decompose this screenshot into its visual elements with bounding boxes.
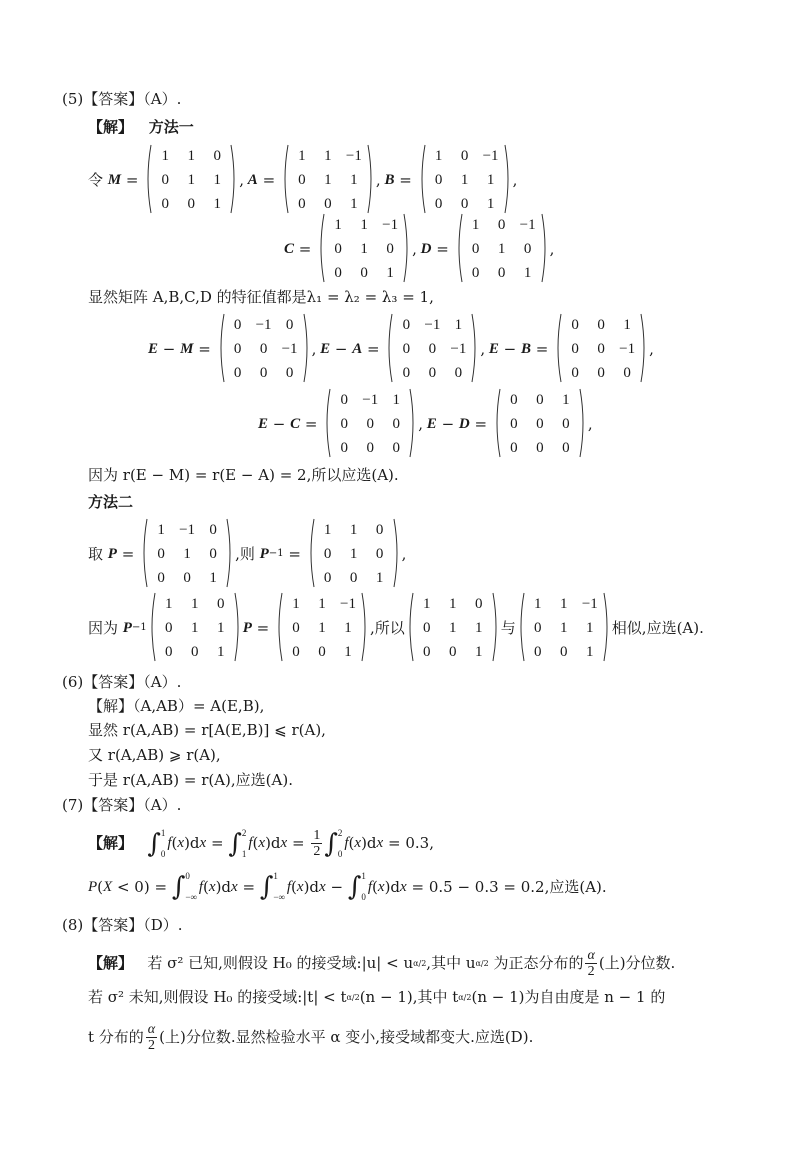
matrix-cell: 1 <box>183 545 191 562</box>
matrix-cell: 0 <box>157 545 165 562</box>
matrix-P-definition: 取 P = 1 −1 0 0 1 0 0 0 1 ,则 P −1 = 1 1 0 0 1 0 0 0 1 , <box>88 518 406 590</box>
q7-jie-label: 【解】 <box>88 834 134 853</box>
matrix-cell: 1 <box>187 171 195 188</box>
q8-answer-heading: (8)【答案】（D）. <box>62 916 183 934</box>
q6-step-2: 显然 r(A,AB) = r[A(E,B)] ⩽ r(A), <box>88 721 326 739</box>
matrix-cell: 0 <box>402 340 411 357</box>
matrix-cell: 0 <box>428 340 437 357</box>
matrix-cell: 0 <box>360 264 368 281</box>
eigenvalue-statement: 显然矩阵 A,B,C,D 的特征值都是λ₁ = λ₂ = λ₃ = 1, <box>88 288 434 306</box>
matrix-cell: 0 <box>334 264 342 281</box>
matrix-cell: 0 <box>285 364 294 381</box>
matrix-M <box>145 144 237 216</box>
matrix-grid <box>148 518 226 590</box>
method-two-label: 方法二 <box>88 493 134 511</box>
matrix-cell: 1 <box>334 216 342 233</box>
matrix-cell: 1 <box>486 195 495 212</box>
matrix-E-minus-A <box>386 313 478 385</box>
q7-eq1-result: = 0.3, <box>388 834 434 853</box>
left-paren <box>407 592 414 662</box>
matrix-E-minus-D <box>494 388 586 460</box>
left-paren <box>276 592 283 662</box>
matrix-cell: 1 <box>318 595 326 612</box>
matrix-cell: 0 <box>187 195 195 212</box>
matrix-cell: 0 <box>375 521 384 538</box>
matrix-cell: 1 <box>386 264 394 281</box>
matrix-cell: 0 <box>454 364 463 381</box>
matrix-cell: 1 <box>344 643 352 660</box>
one-half-fraction: $\frac{1}{2}$ <box>313 828 321 860</box>
matrix-cell: 0 <box>623 364 631 381</box>
matrix-cell: 0 <box>597 364 605 381</box>
matrix-cell: 1 <box>562 391 570 408</box>
q8-paragraph-line-1: 【解】 若 σ² 已知,则假设 H₀ 的接受域:|u| < u α/2 ,其中 u α/2 为正态分布的 $\frac{\alpha}{2}$ (上)分位数. <box>88 948 676 980</box>
matrix-cell: 1 <box>187 147 195 164</box>
matrix-cell: 0 <box>571 316 579 333</box>
q6-step-1: 【解】（A,AB）= A(E,B), <box>88 697 265 715</box>
matrix-grid <box>152 144 230 216</box>
matrix-A-similar <box>518 592 610 664</box>
matrix-cell: 1 <box>298 147 306 164</box>
matrix-cell: 0 <box>402 364 411 381</box>
matrix-cell: 1 <box>497 240 506 257</box>
matrix-definition-line-1: 令 M = 1 1 0 0 1 1 0 0 1 , A = 1 1 −1 0 1 1 0 0 1 , B = 1 0 −1 0 1 1 0 0 1 , <box>88 144 517 216</box>
matrix-cell: 0 <box>183 569 191 586</box>
matrix-cell: 0 <box>562 415 570 432</box>
yu-text: 与 <box>500 618 516 637</box>
right-paren <box>579 388 586 458</box>
matrix-cell: 0 <box>298 171 306 188</box>
left-paren <box>456 213 463 283</box>
q6-step-3: 又 r(A,AB) ⩾ r(A), <box>88 746 221 764</box>
matrix-cell: 1 <box>471 216 480 233</box>
matrix-cell: 0 <box>571 340 579 357</box>
matrix-cell: 0 <box>285 316 294 333</box>
matrix-cell: 1 <box>324 171 332 188</box>
matrix-cell: 0 <box>536 439 544 456</box>
matrix-cell: 1 <box>460 171 469 188</box>
matrix-M-similar <box>407 592 499 664</box>
q7-eq2-result: = 0.5 − 0.3 = 0.2,应选(A). <box>411 877 607 896</box>
matrix-grid <box>393 313 471 385</box>
matrix-cell: 1 <box>213 171 221 188</box>
matrix-cell: 1 <box>349 521 358 538</box>
matrix-cell: 0 <box>510 391 518 408</box>
left-paren <box>218 313 225 383</box>
matrix-cell: 1 <box>423 595 431 612</box>
matrix-cell: 0 <box>571 364 579 381</box>
matrix-cell: 0 <box>597 340 605 357</box>
q8-paragraph-line-3: t 分布的 $\frac{\alpha}{2}$ (上)分位数.显然检验水平 α 变小,接受域都变大.应选(D). <box>88 1022 534 1054</box>
matrix-cell: 0 <box>323 545 332 562</box>
right-paren <box>492 592 499 662</box>
matrix-cell: 1 <box>213 195 221 212</box>
right-paren <box>367 144 374 214</box>
qu-text: 取 <box>88 544 104 563</box>
q6-answer-heading: (6)【答案】（A）. <box>62 673 182 691</box>
matrix-cell: 0 <box>449 643 457 660</box>
matrix-cell: 0 <box>190 643 199 660</box>
alpha-over-two-fraction: $\frac{\alpha}{2}$ <box>587 948 595 980</box>
matrix-cell: 1 <box>324 147 332 164</box>
matrix-cell: 1 <box>560 595 568 612</box>
matrix-cell: 1 <box>216 619 225 636</box>
matrix-cell: 1 <box>392 391 400 408</box>
matrix-grid <box>331 388 409 460</box>
matrix-cell: 0 <box>471 240 480 257</box>
jie-label: 【解】 <box>88 118 134 136</box>
matrix-cell: 1 <box>190 595 199 612</box>
similar-text: 相似,应选(A). <box>611 618 704 637</box>
matrix-cell: 0 <box>209 521 217 538</box>
matrix-grid <box>562 313 640 385</box>
right-paren <box>226 518 233 588</box>
q8-paragraph-line-2: 若 σ² 未知,则假设 H₀ 的接受域:|t| < t α/2 (n − 1),其中 t α/2 (n − 1)为自由度是 n − 1 的 <box>88 988 666 1006</box>
matrix-cell: 0 <box>562 439 570 456</box>
matrix-cell: 1 <box>375 569 384 586</box>
matrix-cell: 1 <box>350 195 358 212</box>
right-paren <box>640 313 647 383</box>
matrix-cell: −1 <box>345 147 362 164</box>
right-paren <box>303 313 310 383</box>
q7-integral-equation-2: P ( X < 0) = ∫ 0 −∞ f ( x )d x = ∫ 1 −∞ f ( x )d x − ∫ 1 0 f ( x )d x = 0.5 − 0.3 = 0.2,应选(A). <box>88 871 607 902</box>
matrix-E-minus-M <box>218 313 310 385</box>
matrix-cell: −1 <box>450 340 467 357</box>
matrix-cell: 0 <box>323 569 332 586</box>
q6-step-4: 于是 r(A,AB) = r(A),应选(A). <box>88 771 293 789</box>
matrix-cell: 1 <box>360 240 368 257</box>
q7-integral-equation-1: 【解】 ∫ 1 0 f ( x )d x = ∫ 2 1 f ( x )d x = $\frac{1}{2}$ ∫ 2 0 f ( x )d x = 0.3, <box>88 827 434 860</box>
matrix-cell: 0 <box>324 195 332 212</box>
matrix-cell: −1 <box>340 595 356 612</box>
left-paren <box>419 144 426 214</box>
matrix-grid <box>501 388 579 460</box>
matrix-cell: 0 <box>233 340 242 357</box>
matrix-cell: 0 <box>523 240 532 257</box>
matrix-cell: 1 <box>534 595 542 612</box>
q5-solution-label <box>88 120 194 135</box>
matrix-cell: 0 <box>510 415 518 432</box>
matrix-A-result <box>276 592 368 664</box>
matrix-cell: 1 <box>449 619 457 636</box>
matrix-cell: 1 <box>323 521 332 538</box>
matrix-cell: 1 <box>164 595 173 612</box>
matrix-cell: 0 <box>475 595 483 612</box>
matrix-cell: 1 <box>454 316 463 333</box>
matrix-cell: 0 <box>386 240 394 257</box>
matrix-cell: 0 <box>423 643 431 660</box>
matrix-cell: 0 <box>366 439 374 456</box>
matrix-cell: 0 <box>161 171 169 188</box>
right-paren <box>504 144 511 214</box>
right-paren <box>409 388 416 458</box>
matrix-cell: 0 <box>340 415 348 432</box>
matrix-A <box>282 144 374 216</box>
matrix-cell: 0 <box>349 569 358 586</box>
matrix-cell: 0 <box>497 216 506 233</box>
matrix-E-minus-C <box>324 388 416 460</box>
matrix-cell: 0 <box>292 643 300 660</box>
matrix-cell: 0 <box>157 569 165 586</box>
matrix-cell: 0 <box>534 643 542 660</box>
right-paren <box>541 213 548 283</box>
similarity-line: 因为 P −1 1 1 0 0 1 1 0 0 1 P = 1 1 −1 0 1 1 0 0 1 ,所以 1 1 0 0 1 1 0 0 1 与 1 1 −1 0 1 1 0 0 1 相似,应选(A). <box>88 592 704 664</box>
matrix-grid <box>156 592 234 664</box>
matrix-cell: 0 <box>597 316 605 333</box>
matrix-grid <box>325 213 403 285</box>
right-paren <box>393 518 400 588</box>
matrix-cell: 1 <box>486 171 495 188</box>
matrix-cell: 0 <box>434 195 443 212</box>
matrix-C <box>318 213 410 285</box>
matrix-cell: 1 <box>209 569 217 586</box>
matrix-cell: −1 <box>482 147 499 164</box>
matrix-cell: 0 <box>233 316 242 333</box>
right-paren <box>471 313 478 383</box>
right-paren <box>234 592 241 662</box>
matrix-cell: −1 <box>619 340 636 357</box>
matrix-cell: 1 <box>586 619 594 636</box>
matrix-cell: −1 <box>179 521 196 538</box>
yinwei-text: 因为 <box>88 618 119 637</box>
matrix-cell: 0 <box>402 316 411 333</box>
matrix-cell: 0 <box>292 619 300 636</box>
right-paren <box>230 144 237 214</box>
matrix-cell: 1 <box>292 595 300 612</box>
matrix-grid <box>315 518 393 590</box>
matrix-cell: 1 <box>157 521 165 538</box>
matrix-cell: 1 <box>623 316 631 333</box>
matrix-E-minus-B <box>555 313 647 385</box>
matrix-cell: −1 <box>362 391 379 408</box>
left-paren <box>518 592 525 662</box>
matrix-cell: 0 <box>392 415 400 432</box>
matrix-grid <box>414 592 492 664</box>
matrix-cell: 1 <box>560 619 568 636</box>
matrix-cell: 0 <box>560 643 568 660</box>
left-paren <box>324 388 331 458</box>
matrix-B <box>419 144 511 216</box>
matrix-cell: 0 <box>164 643 173 660</box>
right-paren <box>603 592 610 662</box>
matrix-cell: 1 <box>360 216 368 233</box>
ling-text: 令 <box>88 170 104 189</box>
matrix-cell: 1 <box>190 619 199 636</box>
matrix-cell: −1 <box>519 216 536 233</box>
matrix-P <box>141 518 233 590</box>
matrix-cell: 0 <box>209 545 217 562</box>
q7-answer-heading: (7)【答案】（A）. <box>62 796 182 814</box>
matrix-cell: 0 <box>434 171 443 188</box>
matrix-cell: 1 <box>475 643 483 660</box>
matrix-cell: 1 <box>161 147 169 164</box>
left-paren <box>555 313 562 383</box>
left-paren <box>141 518 148 588</box>
matrix-P-inverse <box>308 518 400 590</box>
matrix-cell: 0 <box>392 439 400 456</box>
left-paren <box>308 518 315 588</box>
matrix-cell: 0 <box>298 195 306 212</box>
matrix-cell: 0 <box>510 439 518 456</box>
matrix-M-in-product <box>149 592 241 664</box>
difference-matrices-line-2: E − C = 0 −1 1 0 0 0 0 0 0 , E − D = 0 0 1 0 0 0 0 0 0 , <box>258 388 593 460</box>
left-paren <box>494 388 501 458</box>
q8-jie-label: 【解】 <box>88 954 134 973</box>
left-paren <box>145 144 152 214</box>
right-paren <box>361 592 368 662</box>
matrix-cell: 0 <box>366 415 374 432</box>
matrix-cell: 1 <box>318 619 326 636</box>
matrix-cell: 0 <box>259 340 268 357</box>
matrix-grid <box>426 144 504 216</box>
method-one-label: 方法一 <box>148 118 194 136</box>
matrix-cell: 1 <box>344 619 352 636</box>
matrix-cell: −1 <box>255 316 272 333</box>
matrix-cell: 0 <box>233 364 242 381</box>
matrix-cell: 1 <box>216 643 225 660</box>
matrix-cell: 0 <box>428 364 437 381</box>
matrix-cell: −1 <box>281 340 298 357</box>
ze-text: ,则 <box>235 544 255 563</box>
matrix-cell: 1 <box>434 147 443 164</box>
matrix-cell: 0 <box>340 391 348 408</box>
matrix-cell: 1 <box>350 171 358 188</box>
matrix-cell: 0 <box>259 364 268 381</box>
matrix-cell: 0 <box>216 595 225 612</box>
right-paren <box>403 213 410 283</box>
difference-matrices-line-1: E − M = 0 −1 0 0 0 −1 0 0 0 , E − A = 0 −1 1 0 0 −1 0 0 0 , E − B = 0 0 1 0 0 −1 0 0 0 , <box>148 313 654 385</box>
matrix-cell: −1 <box>424 316 441 333</box>
matrix-cell: 0 <box>161 195 169 212</box>
matrix-cell: 0 <box>534 619 542 636</box>
matrix-cell: 0 <box>334 240 342 257</box>
matrix-cell: 0 <box>536 391 544 408</box>
matrix-grid <box>289 144 367 216</box>
matrix-cell: 0 <box>460 147 469 164</box>
matrix-cell: 0 <box>423 619 431 636</box>
matrix-cell: 0 <box>460 195 469 212</box>
left-paren <box>318 213 325 283</box>
matrix-grid <box>525 592 603 664</box>
matrix-cell: 0 <box>213 147 221 164</box>
matrix-grid <box>225 313 303 385</box>
matrix-cell: 0 <box>375 545 384 562</box>
matrix-cell: 0 <box>536 415 544 432</box>
matrix-grid <box>463 213 541 285</box>
left-paren <box>386 313 393 383</box>
matrix-cell: 0 <box>340 439 348 456</box>
q5-answer-heading: (5)【答案】（A）. <box>62 90 182 108</box>
rank-conclusion: 因为 r(E − M) = r(E − A) = 2,所以应选(A). <box>88 466 399 484</box>
left-paren <box>282 144 289 214</box>
left-paren <box>149 592 156 662</box>
matrix-cell: 0 <box>471 264 480 281</box>
matrix-cell: 1 <box>523 264 532 281</box>
matrix-cell: 1 <box>586 643 594 660</box>
matrix-cell: −1 <box>581 595 598 612</box>
suoyi-text: ,所以 <box>370 618 405 637</box>
matrix-definition-line-2: C = 1 1 −1 0 1 0 0 0 1 , D = 1 0 −1 0 1 0 0 0 1 , <box>284 213 554 285</box>
matrix-cell: 1 <box>449 595 457 612</box>
alpha-over-two-fraction-2: $\frac{\alpha}{2}$ <box>147 1022 156 1054</box>
matrix-cell: 0 <box>318 643 326 660</box>
matrix-cell: 1 <box>349 545 358 562</box>
matrix-grid <box>283 592 361 664</box>
matrix-D <box>456 213 548 285</box>
matrix-cell: 0 <box>497 264 506 281</box>
matrix-cell: 0 <box>164 619 173 636</box>
matrix-cell: 1 <box>475 619 483 636</box>
matrix-cell: −1 <box>382 216 399 233</box>
